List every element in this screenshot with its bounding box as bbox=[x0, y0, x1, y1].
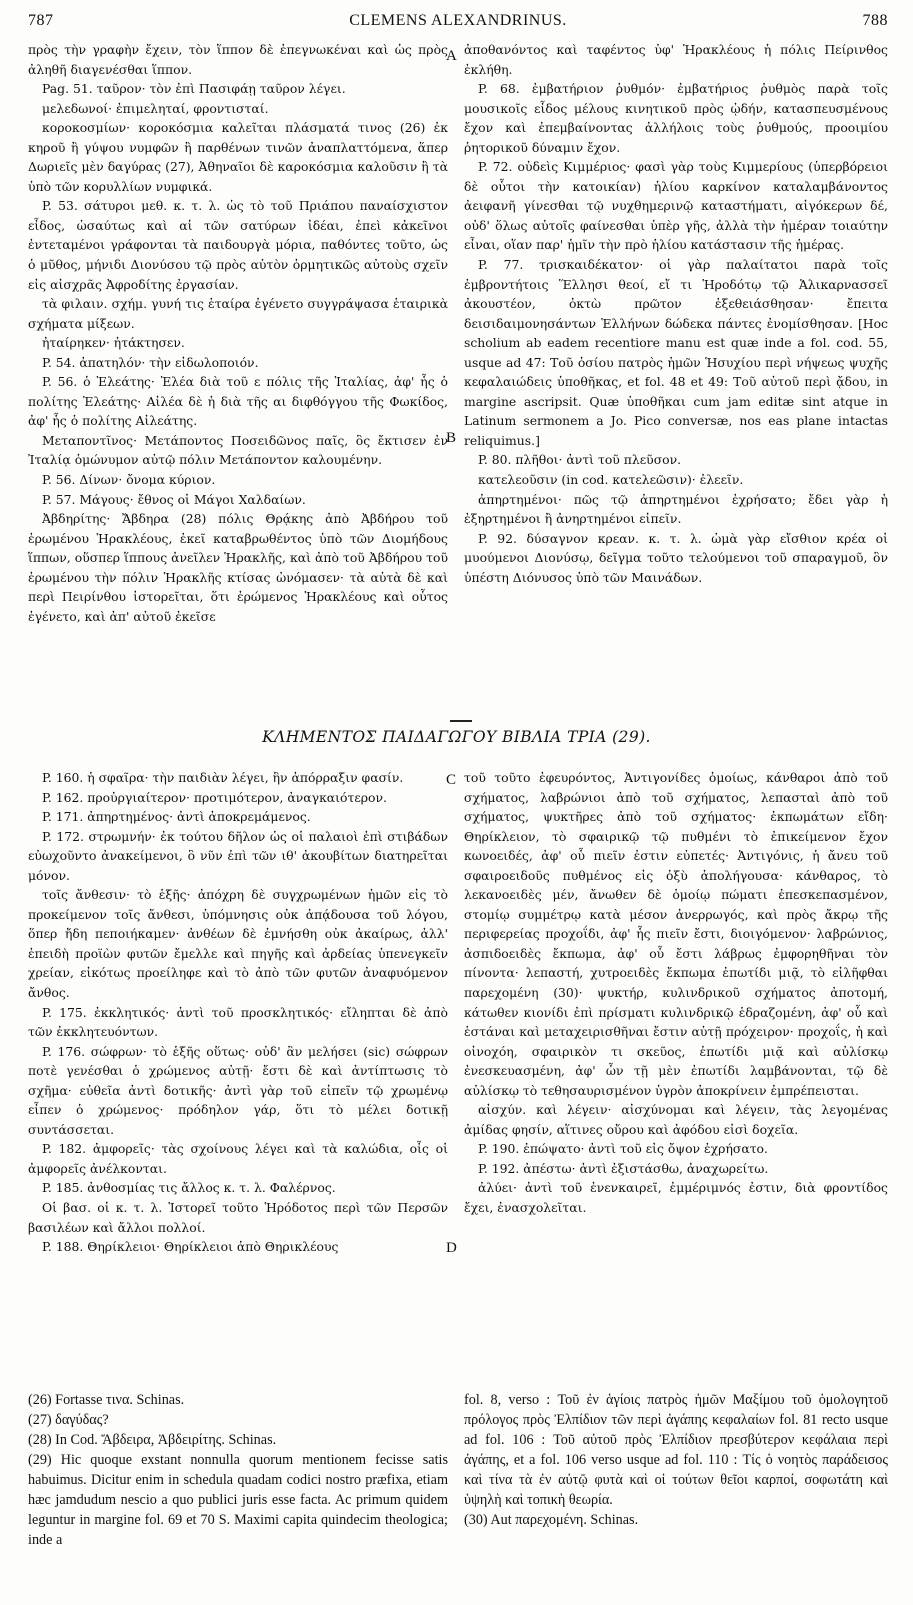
footnote: (26) Fortasse τινα. Schinas. bbox=[28, 1392, 185, 1408]
paragraph: P. 172. στρωμνήν· ἐκ τούτου δῆλον ὡς οἱ παλαιοὶ ἐπὶ στιβάδων εὐωχοῦντο ἀνακείμενοι, ὃ νῦν ἐπὶ τῶν ιθ' ἀκουβίτων διατηρεῖται μόνον. bbox=[28, 828, 448, 883]
paragraph: Pag. 51. ταῦρον· τὸν ἐπὶ Πασιφάῃ ταῦρον λέγει. bbox=[42, 81, 346, 97]
paragraph: P. 175. ἐκκλητικός· ἀντὶ τοῦ προσκλητικός· εἴληπται δὲ ἀπὸ τῶν ἐκκλητευόντων. bbox=[28, 1004, 448, 1040]
paragraph: P. 54. ἀπατηλόν· τὴν εἰδωλοποιόν. bbox=[42, 354, 259, 370]
bottom-right-column bbox=[464, 768, 888, 1218]
paragraph: πρὸς τὴν γραφὴν ἔχειν, τὸν ἵππον δὲ ἐπεγνωκέναι καὶ ὡς πρὸς ἀληθῆ διαγενέσθαι ἵππον. bbox=[28, 42, 448, 77]
paragraph: ἀπηρτημένοι· πῶς τῷ ἀπηρτημένοι ἐχρήσατο; ἔδει γὰρ ἡ ἐξηρτημένοι ἢ ἀνηρτημένοι εἰπεῖν. bbox=[464, 491, 888, 527]
paragraph: P. 160. ἡ σφαῖρα· τὴν παιδιὰν λέγει, ἣν ἀπόρραξιν φασίν. bbox=[42, 770, 404, 785]
paragraph: P. 56. ὁ Ἐλεάτης· Ἐλέα διὰ τοῦ ε πόλις τῆς Ἰταλίας, ἀφ' ἧς ὁ πολίτης Ἐλεάτης· Αἰλέα δὲ ἡ διὰ τῆς αι διφθόγγου τῆς Φωκίδος, ἀφ' ἧς ὁ πολίτης Αἰλεάτης. bbox=[28, 374, 448, 429]
paragraph: P. 190. ἐπώψατο· ἀντὶ τοῦ εἰς ὄψον ἐχρήσατο. bbox=[478, 1141, 768, 1157]
paragraph: P. 176. σώφρων· τὸ ἑξῆς οὕτως· οὐδ' ἂν μελήσει (sic) σώφρων ποτὲ γενέσθαι ὁ χρώμενος αὐτῇ· ἔστι δὲ καὶ ἀντίπτωσις τὸ σχῆμα· εὐθεῖα ἀντὶ δοτικῆς· ἀντὶ γὰρ τοῦ εἰπεῖν τῷ χρωμένῳ εἶπεν ὁ χρώμενος· πρόδηλον γάρ, ὅτι τὸ μέλει δοτικῇ συντάσσεται. bbox=[28, 1043, 448, 1137]
paragraph: ἀλύει· ἀντὶ τοῦ ἐνενκαιρεῖ, ἐμμέριμνός ἐστιν, διὰ φροντίδος ἔχει, ἐνασχολεῖται. bbox=[464, 1180, 888, 1216]
margin-letter-b: B bbox=[446, 430, 457, 446]
paragraph: μελεδωνοί· ἐπιμεληταί, φροντισταί. bbox=[42, 100, 269, 116]
top-right-column bbox=[464, 40, 888, 587]
paragraph: κατελεοῦσιν (in cod. κατελεῶσιν)· ἐλεεῖν. bbox=[478, 472, 744, 488]
paragraph: P. 92. δύσαγνον κρεαν. κ. τ. λ. ὠμὰ γὰρ εἴσθιον κρέα οἱ μυούμενοι Διονύσῳ, δεῖγμα τοῦτο τελούμενοι τοῦ σπαραγμοῦ, ὃν ὑπέστη Διόνυσος ὑπὸ τῶν Μαινάδων. bbox=[464, 530, 888, 585]
paragraph: P. 77. τρισκαιδέκατον· οἱ γὰρ παλαίτατοι παρὰ τοῖς ἐμβροντήτοις Ἕλλησι θεοί, εἴ τι Ἡροδότῳ τῷ Ἁλικαρνασσεῖ ἀκουστέον, ὀκτὼ πρῶτον ἐξεθειάσθησαν· ἔπειτα δεισιδαιμονησάντων Ἑλλήνων δώδεκα πάντες ἐνομίσθησαν. [Hoc scholium ab eadem recentiore manu est quæ inde a fol. cod. 55, usque ad 47: Τοῦ ὁσίου πατρὸς ἡμῶν Ἡσυχίου περὶ νήψεως ψυχῆς κεφαλαιώδεις ὑποθῆκας, et fol. 48 et 49: Τοῦ αὐτοῦ περὶ ᾄδου, in margine ascripsit. Quæ ὑποθῆκαι cum jam editæ sint atque in Latinum sermonem a Jo. Pico conversæ, nos eas plane intactas reliquimus.] bbox=[464, 257, 888, 448]
footnote: (30) Aut παρεχομένη. Schinas. bbox=[464, 1512, 639, 1528]
footnote: fol. 8, verso : Τοῦ ἐν ἁγίοις πατρὸς ἡμῶν Μαξίμου τοῦ ὁμολογητοῦ πρόλογος πρὸς Ἐλπίδιον τῶν περὶ ἀγάπης κεφαλαίων fol. 81 recto usque ad fol. 106 : Τοῦ αὐτοῦ πρὸς Ἐλπίδιον πρεσβύτερον κεφάλαια περὶ ἀγάπης, et a fol. 106 verso usque ad fol. 110 : Τίς ὁ νοητὸς παράδεισος καὶ τίνα τὰ ἐν αὐτῷ φυτὰ καὶ οἱ τούτων θεῖοι καρποί, σοφωτάτη καὶ ὑψηλὴ καὶ τοπικὴ θεωρία. bbox=[464, 1392, 888, 1508]
paragraph: τὰ φιλαιν. σχήμ. γυνή τις ἑταίρα ἐγένετο συγγράψασα ἑταιρικὰ σχήματα μίξεων. bbox=[28, 296, 448, 331]
section-title: ΚΛΗΜΕΝΤΟΣ ΠΑΙΔΑΓΩΓΟΥ ΒΙΒΛΙΑ ΤΡΙΑ (29). bbox=[262, 728, 651, 746]
footnote: (29) Hic quoque exstant nonnulla quorum mentionem fecisse satis habuimus. Dicitur enim in schedula quadam codici nostro præfixa, etiam hæc jamdudum nescio a quo publici juris esse facta. Ac primum quidem leguntur in margine fol. 69 et 70 S. Maximi capita quindecim theologica; inde a bbox=[28, 1452, 448, 1548]
bottom-left-column bbox=[28, 768, 448, 1257]
paragraph: P. 192. ἀπέστω· ἀντὶ ἐξιστάσθω, ἀναχωρείτω. bbox=[478, 1160, 769, 1176]
paragraph: Ἀβδηρίτης· Ἄβδηρα (28) πόλις Θρᾴκης ἀπὸ Ἀβδήρου τοῦ ἐρωμένου Ἡρακλέους, ἐκεῖ καταβρωθέντος ὑπὸ τῶν Διομήδους ἵππων, οὕσπερ ἵππους ἀνεῖλεν Ἡρακλῆς, καὶ ἀπὸ τοῦ Ἀβδήρου τοῦ ἐρωμένου τὴν πόλιν Ἡρακλῆς κτίσας ὠνόμασεν· τὰ αὐτὰ δὲ καὶ περὶ Πειρίνθου ἱστορεῖται, ὅτι ἐρώμενος Ἡρακλέους καὶ οὗτος ἐγένετο, καὶ ἀπ' αὐτοῦ ἐκεῖσε bbox=[28, 511, 448, 624]
paragraph: P. 72. οὐδεὶς Κιμμέριος· φασὶ γὰρ τοὺς Κιμμερίους (ὑπερβόρειοι δὲ οὗτοι τὴν κατοικίαν) ἡλίου καρκίνον καταλαμβάνοντος ἀειφανῆ γίνεσθαι τῷ νυχθημερινῷ καταστήματι, αἰγόκερων δέ, οὐδ' ὅλως αὐτοῖς φαίνεσθαι ὑπὲρ γῆς, ἀλλὰ τὴν ἡμέραν τοιαύτην εἶναι, οἵαν παρ' ἡμῖν τὴν πρὸ ἡλίου κατάστασιν τῆς ἡμέρας. bbox=[464, 159, 888, 253]
top-left-column bbox=[28, 40, 448, 626]
paragraph: τοῖς ἄνθεσιν· τὸ ἑξῆς· ἀπόχρη δὲ συγχρωμένων ἡμῶν εἰς τὸ προκείμενον τοῖς ἄνθεσι, ὑπόμνησις οὐκ ἀπᾴδουσα τοῦ λόγου, ὅπερ ἤδη πεποιήκαμεν· ἀνθέων δὲ ἐμνήσθη οὐκ ἀκαίρως, ἀλλ' ἐπειδὴ προϊὼν φυτῶν ἔμελλε καὶ πηγῆς καὶ ἀρδείας ὑπενεγκεῖν χρείαν, εἰκότως προείληφε καὶ τὸ ἀπὸ τῶν φυτῶν ἀναφυόμενον ἄνθος. bbox=[28, 887, 448, 1001]
margin-letter-c: C bbox=[446, 772, 457, 788]
paragraph: P. 171. ἀπηρτημένος· ἀντὶ ἀποκρεμάμενος. bbox=[42, 809, 311, 825]
page-header bbox=[28, 12, 888, 36]
paragraph: ἠταίρηκεν· ἠτάκτησεν. bbox=[42, 335, 185, 351]
paragraph: P. 68. ἐμβατήριον ῥυθμόν· ἐμβατήριος ῥυθμὸς παρὰ τοῖς μουσικοῖς εἶδος μέλους κινητικοῦ πρὸς ᾠδήν, κατασπευσμένους ἔχον καὶ ἐπεμβαίνοντας ἀλλήλοις τοὺς ῥυθμούς, προοιμίου ῥητορικοῦ δύναμιν ἔχον. bbox=[464, 81, 888, 155]
footnotes-right bbox=[464, 1390, 888, 1530]
paragraph: Μεταποντῖνος· Μετάποντος Ποσειδῶνος παῖς, ὃς ἔκτισεν ἐν Ἰταλίᾳ ὁμώνυμον αὐτῷ πόλιν Μετάποντον καλουμένην. bbox=[28, 432, 448, 468]
section-divider bbox=[450, 720, 472, 722]
paragraph: P. 57. Μάγους· ἔθνος οἱ Μάγοι Χαλδαίων. bbox=[42, 491, 306, 507]
paragraph: P. 162. προὐργιαίτερον· προτιμότερον, ἀναγκαιότερον. bbox=[42, 789, 387, 805]
margin-letter-a: A bbox=[446, 48, 457, 64]
paragraph: αἰσχύν. καὶ λέγειν· αἰσχύνομαι καὶ λέγειν, τὰς λεγομένας ἀμίδας φησίν, αἵτινες οὔρου καὶ ἀφόδου εἰσὶ δοχεῖα. bbox=[464, 1102, 888, 1137]
page-number-left: 787 bbox=[28, 12, 54, 29]
footnotes-left bbox=[28, 1390, 448, 1550]
paragraph: ἀποθανόντος καὶ ταφέντος ὑφ' Ἡρακλέους ἡ πόλις Πείρινθος ἐκλήθη. bbox=[464, 42, 888, 77]
paragraph: P. 53. σάτυροι μεθ. κ. τ. λ. ὡς τὸ τοῦ Πριάπου παναίσχιστον εἶδος, ὡσαύτως καὶ αἱ τῶν σατύρων ἰδέαι, ἐπεὶ κἀκεῖνοι ἐντεταμένοι γράφονται τὰ παιδουργὰ μόρια, παθόντες τοῦτο, ὡς ὁ μῦθος, μήνιδι Διονύσου τῷ πρὸς αὐτὸν ὁρμητικῶς αὐτοὺς σχεῖν εἰς αἰσχρᾶς Ἀφροδίτης ἐργασίαν. bbox=[28, 198, 448, 292]
paragraph: P. 185. ἀνθοσμίας τις ἄλλος κ. τ. λ. Φαλέρνος. bbox=[42, 1180, 336, 1196]
footnote: (27) δαγύδας? bbox=[28, 1412, 109, 1428]
paragraph: κοροκοσμίων· κοροκόσμια καλεῖται πλάσματά τινος (26) ἐκ κηροῦ ἢ γύψου νυμφῶν ἢ παρθένων τινῶν ἀναπλαττόμενα, ἅπερ Δωριεῖς μὲν δαγύρας (27), Ἀθηναῖοι δὲ καροκόσμια καλοῦσιν ἢ τὰ ὑπὸ τῶν κορυλλίων νυμφικά. bbox=[28, 120, 448, 194]
paragraph: P. 56. Δίνων· ὄνομα κύριον. bbox=[42, 472, 216, 488]
paragraph: P. 80. πλῆθοι· ἀντὶ τοῦ πλεῦσον. bbox=[478, 452, 682, 468]
footnote: (28) In Cod. Ἄβδειρα, Ἀβδειρίτης. Schinas. bbox=[28, 1432, 277, 1448]
page-number-right: 788 bbox=[862, 12, 888, 29]
paragraph: Οἱ βασ. οἱ κ. τ. λ. Ἱστορεῖ τοῦτο Ἡρόδοτος περὶ τῶν Περσῶν βασιλέων καὶ ἄλλοι πολλοί. bbox=[28, 1200, 448, 1235]
margin-letter-d: D bbox=[446, 1240, 457, 1256]
running-title: CLEMENS ALEXANDRINUS. bbox=[349, 12, 567, 29]
paragraph: τοῦ τοῦτο ἐφευρόντος, Ἀντιγονίδες ὁμοίως, κάνθαροι ἀπὸ τοῦ σχήματος, λαβρώνιοι ἀπὸ τοῦ σχήματος, λεπασταὶ ἀπὸ τοῦ σχήματος, ψυκτῆρες ἀπὸ τοῦ σχήματος· ἐκπωμάτων εἴδη· Θηρίκλειον, τὸ σφαιρικῷ τῷ πυθμένι τὸ ἐπικείμενον ἔχον κωνοειδές, ἀφ' οὗ πιεῖν ἐστιν εὐπετές· Ἀντιγόνις, ἡ ἄνευ τοῦ σφαιροειδοῦς πυθμένος εἰς ὀξὺ ἀπολήγουσα· κάνθαρος, τὸ λεκανοειδὲς μέν, ἄνωθεν δὲ ὁμοίῳ πώματι ἐπεσκεπασμένον, στομίῳ συμμέτρῳ κατὰ μέσον ἀνερρωγός, καὶ πρὸς ἄκρῳ τῆς περιφερείας προχοΐδι, ἀφ' ἧς πιεῖν ἔστι, διοιγόμενον· λαβρώνιος, ἀσπιδοειδὲς ἔκπωμα, ἀφ' οὗ ἔστι λάβρως ἐμφορηθῆναι τὸν πίνοντα· λεπαστή, χυτροειδὲς ἔκπωμα ἐπωτίδι μιᾷ, τὸ εἰλῆφθαι παρεχομένη (30)· ψυκτήρ, κυλινδρικοῦ σχήματος ἀποτομή, κάτωθεν κιονίδι ἐπὶ πρίσματι κυλινδρικῷ ἑδραζομένη, ἀφ' οὗ καὶ ἑστάναι καὶ μεταχειρισθῆναι ἔστιν αὐτῇ πρόχειρον· προχοΐς, ἡ καὶ οἰνοχόη, σφαιρικὸν τι σκεῦος, ἐπωτίδι μιᾷ καὶ αὐλίσκῳ ἐνεσκευασμένη, ἀφ' ὧν τῇ μὲν ἐπωτίδι λαμβάνονται, τῷ δὲ αὐλίσκῳ τὸ τεθησαυρισμένον ὑγρὸν ἀποκρίνειν ἐμπρέπεισται. bbox=[464, 770, 888, 1098]
paragraph: P. 188. Θηρίκλειοι· Θηρίκλειοι ἀπὸ Θηρικλέους bbox=[42, 1239, 339, 1255]
paragraph: P. 182. ἀμφορεῖς· τὰς σχοίνους λέγει καὶ τὰ καλώδια, οἷς οἱ ἀμφορεῖς ἀνέλκονται. bbox=[28, 1141, 448, 1176]
